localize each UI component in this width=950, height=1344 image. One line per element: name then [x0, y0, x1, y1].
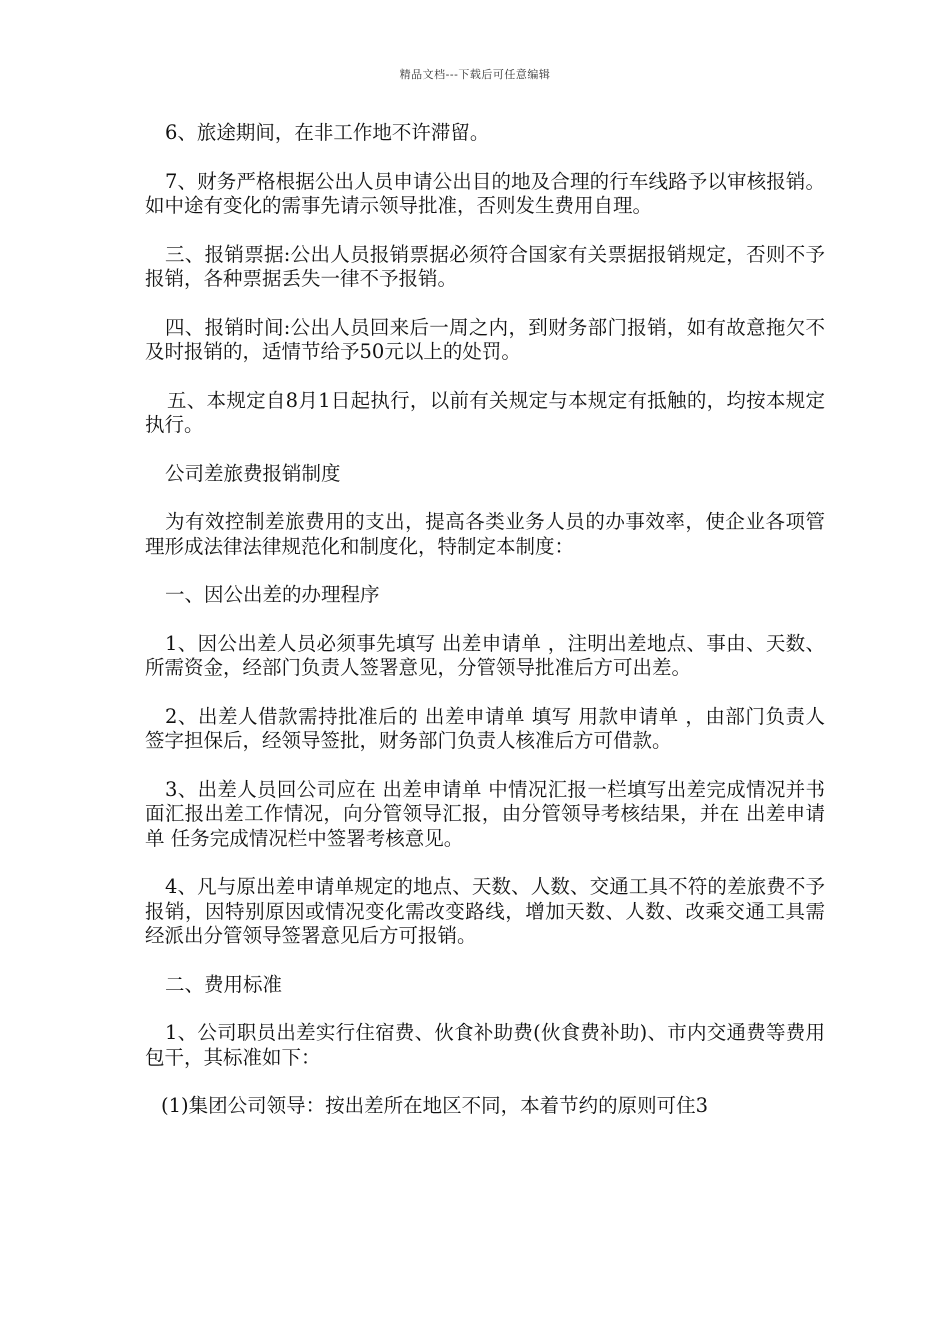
- paragraph-9: 3、出差人员回公司应在 出差申请单 中情况汇报一栏填写出差完成情况并书面汇报出差工作情况，向分管领导汇报，由分管领导考核结果，并在 出差申请单 任务完成情况栏中签署考核意见。: [145, 777, 825, 850]
- paragraph-1: 6、旅途期间，在非工作地不许滞留。: [165, 121, 490, 144]
- section-heading-2: 二、费用标准: [165, 972, 283, 996]
- section-heading-1: 一、因公出差的办理程序: [165, 583, 380, 606]
- paragraph-10: 4、凡与原出差申请单规定的地点、天数、人数、交通工具不符的差旅费不予报销，因特别原因或情况变化需改变路线，增加天数、人数、改乘交通工具需经派出分管领导签署意见后方可报销。: [145, 875, 825, 947]
- paragraph-4: 四、报销时间:公出人员回来后一周之内，到财务部门报销，如有故意拖欠不及时报销的，适情节给予50元以上的处罚。: [145, 315, 825, 363]
- paragraph-11: 1、公司职员出差实行住宿费、伙食补助费(伙食费补助)、市内交通费等费用包干，其标准如下：: [145, 1021, 825, 1069]
- paragraph-2: 7、财务严格根据公出人员申请公出目的地及合理的行车线路予以审核报销。如中途有变化的需事先请示领导批准，否则发生费用自理。: [145, 169, 825, 217]
- document-body: [145, 121, 825, 1119]
- section-title: 公司差旅费报销制度: [165, 461, 341, 485]
- paragraph-8: 2、出差人借款需持批准后的 出差申请单 填写 用款申请单 ，由部门负责人签字担保后，经领导签批，财务部门负责人核准后方可借款。: [145, 704, 825, 752]
- paragraph-6: 为有效控制差旅费用的支出，提高各类业务人员的办事效率，使企业各项管理形成法律法律规范化和制度化，特制定本制度：: [145, 510, 825, 558]
- paragraph-12: (1)集团公司领导：按出差所在地区不同，本着节约的原则可住3: [161, 1094, 709, 1117]
- paragraph-7: 1、因公出差人员必须事先填写 出差申请单 ，注明出差地点、事由、天数、所需资金，经部门负责人签署意见，分管领导批准后方可出差。: [145, 631, 825, 679]
- page-header: 精品文档---下载后可任意编辑: [399, 68, 551, 81]
- paragraph-3: 三、报销票据:公出人员报销票据必须符合国家有关票据报销规定，否则不予报销，各种票据丢失一律不予报销。: [145, 242, 825, 290]
- paragraph-5: 五、本规定自8月1日起执行，以前有关规定与本规定有抵触的，均按本规定执行。: [145, 388, 825, 436]
